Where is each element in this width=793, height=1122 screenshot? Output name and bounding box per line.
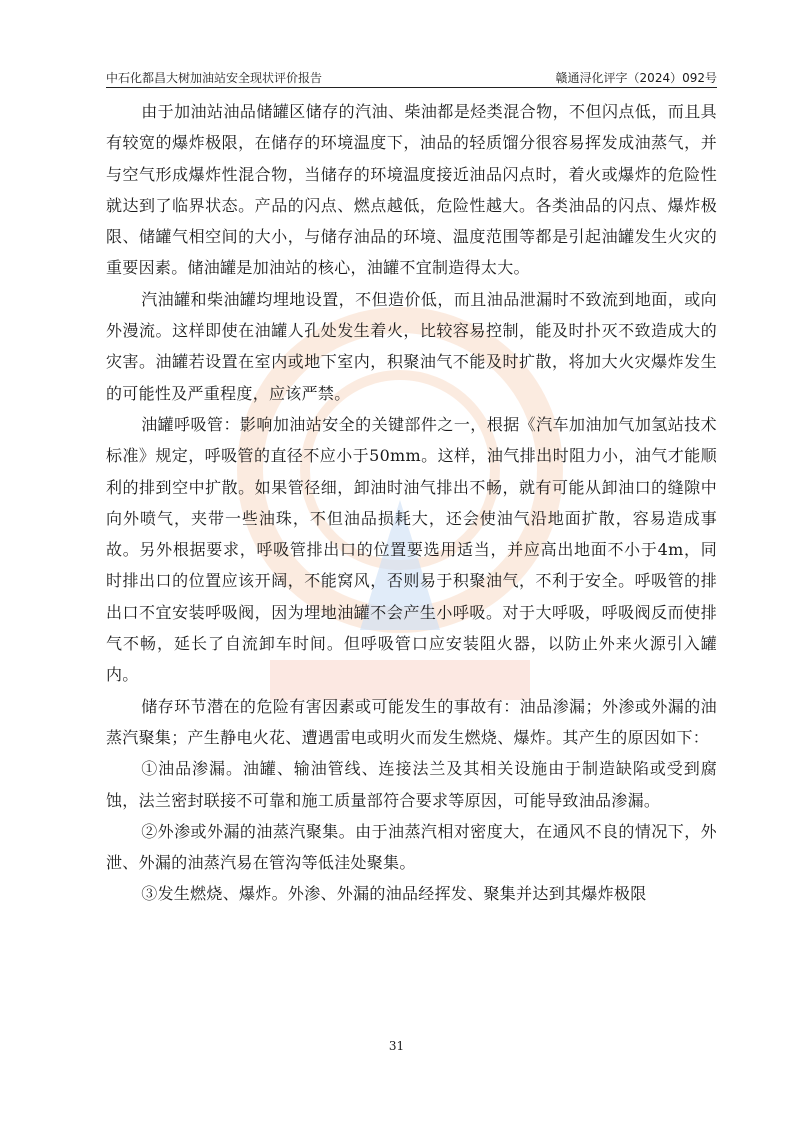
header-report-title: 中石化都昌大树加油站安全现状评价报告 <box>106 71 323 85</box>
paragraph: 汽油罐和柴油罐均埋地设置，不但造价低，而且油品泄漏时不致流到地面，或向外漫流。这样即使在油罐人孔处发生着火，比较容易控制，能及时扑灭不致造成大的灾害。油罐若设置在室内或地下室内，积聚油气不能及时扩散，将加大火灾爆炸发生的可能性及严重程度，应该严禁。 <box>106 289 717 403</box>
paragraph: 油罐呼吸管：影响加油站安全的关键部件之一，根据《汽车加油加气加氢站技术标准》规定，呼吸管的直径不应小于50mm。这样，油气排出时阻力小，油气才能顺利的排到空中扩散。如果管径细，卸油时油气排出不畅，就有可能从卸油口的缝隙中向外喷气，夹带一些油珠，不但油品损耗大，还会使油气沿地面扩散，容易造成事故。另外根据要求，呼吸管排出口的位置要选用适当，并应高出地面不小于4m，同时排出口的位置应该开阔，不能窝风，否则易于积聚油气，不利于安全。呼吸管的排出口不宜安装呼吸阀，因为埋地油罐不会产生小呼吸。对于大呼吸，呼吸阀反而使排气不畅，延长了自流卸车时间。但呼吸管口应安装阻火器，以防止外来火源引入罐内。 <box>106 414 717 685</box>
header-report-number: 赣通浔化评字（2024）092号 <box>555 71 717 85</box>
document-body <box>106 96 717 910</box>
paragraph: 由于加油站油品储罐区储存的汽油、柴油都是烃类混合物，不但闪点低，而且具有较宽的爆炸极限，在储存的环境温度下，油品的轻质馏分很容易挥发成油蒸气，并与空气形成爆炸性混合物，当储存的环境温度接近油品闪点时，着火或爆炸的危险性就达到了临界状态。产品的闪点、燃点越低，危险性越大。各类油品的闪点、爆炸极限、储罐气相空间的大小，与储存油品的环境、温度范围等都是引起油罐发生火灾的重要因素。储油罐是加油站的核心，油罐不宜制造得太大。 <box>106 102 717 278</box>
page-header <box>106 66 717 86</box>
list-item: ①油品渗漏。油罐、输油管线、连接法兰及其相关设施由于制造缺陷或受到腐蚀，法兰密封联接不可靠和施工质量部符合要求等原因，可能导致油品渗漏。 <box>106 759 717 810</box>
list-item: ③发生燃烧、爆炸。外渗、外漏的油品经挥发、聚集并达到其爆炸极限 <box>141 884 647 904</box>
page-number: 31 <box>388 1039 405 1053</box>
paragraph: 储存环节潜在的危险有害因素或可能发生的事故有：油品渗漏；外渗或外漏的油蒸汽聚集；产生静电火花、遭遇雷电或明火而发生燃烧、爆炸。其产生的原因如下： <box>106 696 717 747</box>
header-rule <box>106 87 717 88</box>
list-item: ②外渗或外漏的油蒸汽聚集。由于油蒸汽相对密度大，在通风不良的情况下，外泄、外漏的油蒸汽易在管沟等低洼处聚集。 <box>106 821 717 873</box>
